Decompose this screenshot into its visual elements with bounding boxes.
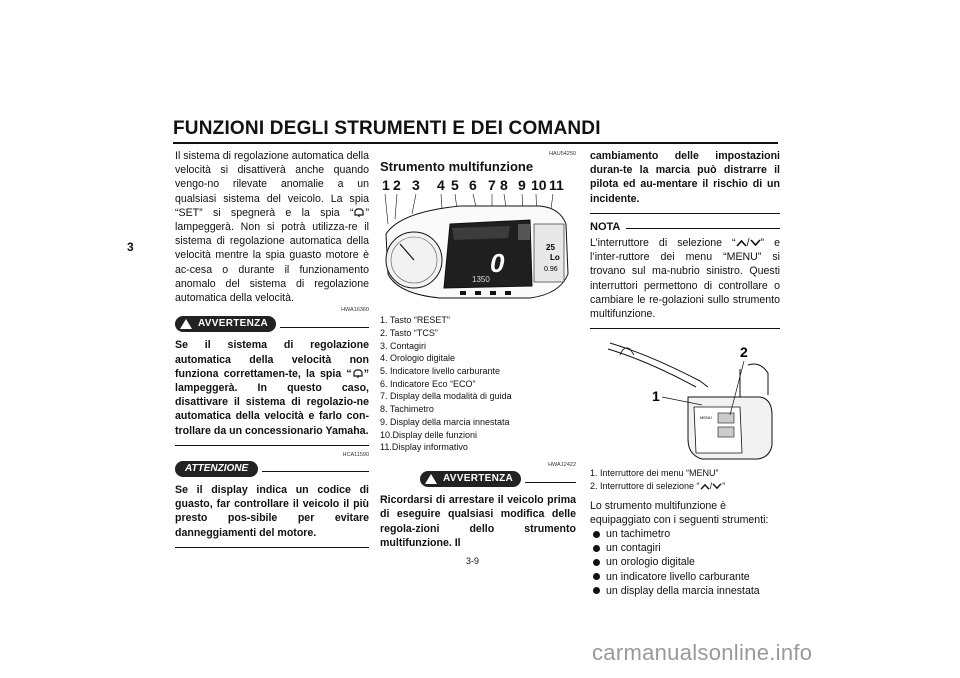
ref-code: HAU54250 (549, 151, 576, 157)
chevron-down-icon (712, 483, 722, 490)
ref-code: HWA16360 (341, 307, 369, 314)
legend-item: 11.Display informativo (380, 442, 468, 453)
warning-header: AVVERTENZA (175, 316, 369, 332)
clock-readout: 1350 (472, 275, 490, 285)
chevron-up-icon (736, 239, 747, 247)
callout-1: 1 (652, 388, 660, 405)
legend-item: 6. Indicatore Eco “ECO” (380, 378, 476, 389)
legend-item: 8. Tachimetro (380, 404, 434, 415)
caution-header: ATTENZIONE (175, 461, 369, 477)
warning-header: AVVERTENZA (380, 471, 576, 487)
legend-item: 5. Indicatore livello carburante (380, 366, 501, 377)
page-number: 3-9 (466, 556, 480, 566)
list-item: un indicatore livello carburante (590, 570, 780, 584)
note-header: NOTA (590, 220, 780, 234)
cruise-paragraph: Il sistema di regolazione automatica della velocità si disattiverà anche quando vengo-no rilevate anomalie a un qualsiasi sistema del veicolo. La spia “SET” si spegnerà e la spia “ ” lampeggerà. Non si potrà utilizza-re il sistema di regolazione automatica della velocità mentre la spia guasto motore è ac-cesa o durante il funzionamento anomalo del sistema di regolazione automatica della velocità. (175, 150, 369, 305)
instrument-cluster-figure (380, 194, 576, 306)
bullet-icon (593, 587, 600, 594)
note-text: L’interruttore di selezione “ / ” e l’inter-ruttore dei menu “MENU” si trovano sul ma-nubrio sinistro. Questi interruttori permettono di controllare o cambiare le re-golazioni sullo strumento multifunzione. (590, 237, 780, 321)
column-2 (380, 149, 576, 550)
chapter-tab: 3 (127, 240, 134, 254)
figure-callout-numbers: 1 2 3 4 5 6 7 8 9 10 11 (382, 177, 564, 194)
section-heading: Strumento multifunzione (380, 159, 534, 174)
legend-item: 10.Display delle funzioni (380, 429, 478, 440)
legend-item: 9. Display della marcia innestata (380, 416, 510, 427)
switch-legend (590, 467, 780, 492)
callout-2: 2 (740, 344, 748, 361)
warning-triangle-icon (425, 474, 437, 484)
list-item: un display della marcia innestata (590, 584, 780, 598)
legend-item: 1. Interruttore dei menu “MENU” (590, 468, 719, 479)
bullet-icon (593, 573, 600, 580)
gear-position-readout: 0 (490, 248, 505, 279)
engine-warning-icon (352, 369, 364, 379)
page-title: FUNZIONI DEGLI STRUMENTI E DEI COMANDI (173, 118, 601, 139)
figure-legend (380, 314, 576, 454)
bullet-icon (593, 559, 600, 566)
chevron-up-icon (700, 483, 710, 490)
intro-text: Lo strumento multifunzione è equipaggiato con i seguenti strumenti: (590, 499, 769, 526)
handlebar-switch-figure (590, 335, 780, 465)
bullet-icon (593, 545, 600, 552)
watermark: carmanualsonline.info (592, 640, 813, 665)
list-item: un contagiri (590, 541, 780, 555)
info-display-value-2: Lo (550, 253, 560, 263)
column-3 (590, 149, 780, 598)
info-display-value-1: 25 (546, 243, 555, 253)
menu-switch-label: MENU (700, 415, 712, 421)
bullet-list (590, 527, 780, 598)
legend-item: 2. Tasto “TCS” (380, 327, 438, 338)
warning-triangle-icon (180, 319, 192, 329)
ref-code: HCA11590 (342, 451, 369, 458)
bullet-icon (593, 531, 600, 538)
title-rule (173, 142, 778, 144)
legend-item: 2. Interruttore di selezione “ / ” (590, 480, 726, 491)
warning-text: Ricordarsi di arrestare il veicolo prima di eseguire qualsiasi modifica delle regola-zioni dello strumento multifunzione. Il (380, 494, 576, 549)
ref-code: HWA12422 (548, 461, 576, 468)
legend-item: 3. Contagiri (380, 340, 427, 351)
caution-text: Se il display indica un codice di guasto, far controllare il veicolo il più presto pos-sibile per evitare danneggiamenti del motore. (175, 484, 369, 539)
legend-item: 4. Orologio digitale (380, 353, 456, 364)
info-display-value-3: 0.96 (544, 266, 558, 274)
legend-item: 7. Display della modalità di guida (380, 391, 512, 402)
list-item: un tachimetro (590, 527, 780, 541)
legend-item: 1. Tasto “RESET” (380, 315, 450, 326)
warning-text-continued: cambiamento delle impostazioni duran-te la marcia può distrarre il pilota ed au-mentare il rischio di un incidente. (590, 150, 780, 205)
chevron-down-icon (750, 239, 761, 247)
list-item: un orologio digitale (590, 555, 780, 569)
warning-text: Se il sistema di regolazione automatica della velocità non funziona correttamen-te, la spia “ ” lampeggerà. In questo caso, disattivare il sistema di regolazio-ne automatica della velocità e farlo con-trollare da un concessionario Yamaha. (175, 339, 369, 437)
engine-warning-icon (353, 208, 365, 218)
column-1 (175, 149, 369, 554)
